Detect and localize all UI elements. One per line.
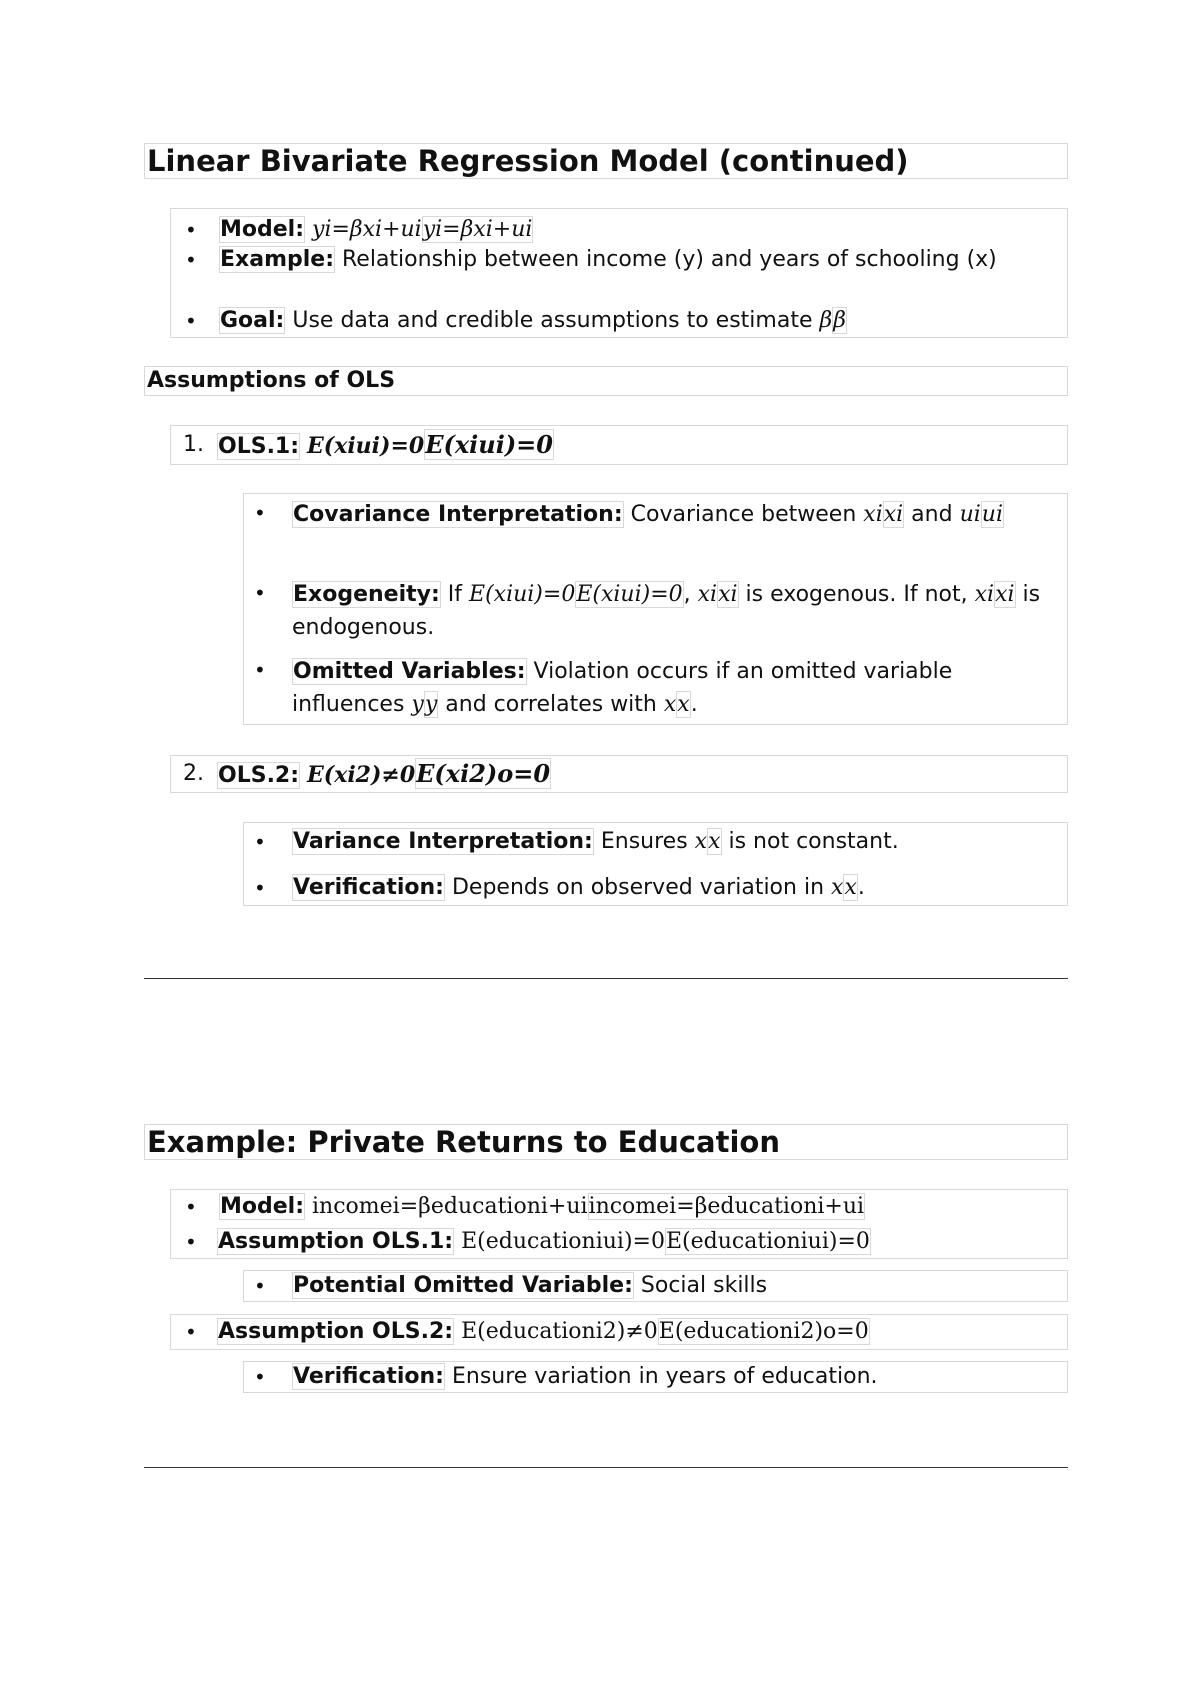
ols2-education-item: [170, 1314, 1068, 1350]
exogeneity-text-3: is endogenous.: [292, 582, 1041, 640]
assumption-ols1-formula-render: E(educationiui)=0: [665, 1229, 870, 1254]
assumption-ols2-label: Assumption OLS.2:: [218, 1319, 454, 1344]
ui-symbol-render: ui: [981, 502, 1004, 527]
list-number: 2.: [183, 761, 204, 786]
education-verification-label: Verification:: [293, 1364, 444, 1389]
bullet-icon: •: [254, 876, 266, 900]
bullet-icon: •: [254, 501, 266, 525]
y-symbol-render: y: [424, 692, 438, 717]
assumption-ols1-label: Assumption OLS.1:: [218, 1229, 454, 1254]
bullet-icon: •: [254, 581, 266, 605]
model-label: Model:: [220, 1194, 305, 1219]
assumptions-heading: [144, 366, 1068, 396]
xi-symbol-render: xi: [995, 582, 1015, 607]
x-symbol: x: [694, 829, 708, 854]
y-symbol: y: [411, 692, 424, 717]
education-bullet-list: [170, 1189, 1068, 1259]
exogeneity-comma: ,: [683, 582, 698, 607]
ols2-item: [170, 755, 1068, 793]
beta-symbol-render: β: [833, 308, 846, 333]
ols2-formula: E(xi2)≠0: [307, 762, 416, 788]
omitted-variable-list: [243, 1270, 1068, 1302]
xi-symbol-render: xi: [883, 502, 904, 527]
bullet-icon: •: [185, 1230, 197, 1254]
covariance-text: Covariance between: [630, 502, 864, 527]
x-symbol: x: [663, 692, 677, 717]
bullet-icon: •: [185, 248, 197, 272]
ui-symbol: ui: [959, 502, 981, 527]
ols1-label: OLS.1:: [218, 434, 300, 459]
exogeneity-text: If: [447, 582, 470, 607]
xi-symbol: xi: [863, 502, 883, 527]
assumptions-heading-text: Assumptions of OLS: [147, 368, 396, 393]
exogeneity-label: Exogeneity:: [293, 582, 440, 607]
ols2-label: OLS.2:: [218, 763, 300, 788]
bullet-icon: •: [185, 1195, 197, 1219]
example-label: Example:: [220, 247, 334, 272]
list-number: 1.: [183, 432, 204, 457]
x-symbol-render: x: [708, 829, 721, 854]
education-model-formula-render: incomei=βeducationi+ui: [588, 1194, 865, 1219]
section-title-text: Linear Bivariate Regression Model (continued): [147, 144, 909, 178]
bullet-icon: •: [254, 830, 266, 854]
section-title-text: Example: Private Returns to Education: [147, 1125, 781, 1159]
ols1-formula-render: E(xiui)=0: [425, 430, 553, 459]
section-title: [144, 143, 1068, 179]
bullet-icon: •: [254, 1274, 266, 1298]
ols1-subitems: [243, 493, 1068, 725]
xi-symbol: xi: [974, 582, 995, 607]
covariance-and: and: [904, 502, 960, 527]
model-bullet-list: [170, 208, 1068, 338]
exogeneity-text-2: is exogenous. If not,: [738, 582, 975, 607]
education-verification-text: Ensure variation in years of education.: [451, 1364, 878, 1389]
model-formula-render: yi=βxi+ui: [422, 217, 533, 242]
assumption-ols2-formula-render: E(educationi2)o=0: [658, 1319, 869, 1344]
section-title: [144, 1124, 1068, 1160]
bullet-icon: •: [185, 218, 197, 242]
verification-text: Depends on observed variation in: [451, 875, 832, 900]
bullet-icon: •: [254, 1365, 266, 1389]
exogeneity-formula: E(xiui)=0: [469, 582, 576, 607]
example-text: Relationship between income (y) and years of schooling (x): [342, 247, 997, 272]
omitted-variable-text: Social skills: [640, 1273, 768, 1298]
xi-symbol-render: xi: [718, 582, 738, 607]
exogeneity-formula-render: E(xiui)=0: [576, 582, 683, 607]
variance-label: Variance Interpretation:: [293, 829, 593, 854]
bullet-icon: •: [185, 1320, 197, 1344]
xi-symbol: xi: [697, 582, 718, 607]
horizontal-rule: [144, 978, 1068, 979]
omitted-variable-label: Potential Omitted Variable:: [293, 1273, 633, 1298]
variance-text: Ensures: [600, 829, 695, 854]
ols1-item: [170, 425, 1068, 465]
omitted-label: Omitted Variables:: [293, 659, 526, 684]
beta-symbol: β: [819, 308, 833, 333]
bullet-icon: •: [254, 658, 266, 682]
goal-text: Use data and credible assumptions to estimate: [292, 308, 820, 333]
ols2-formula-render: E(xi2)o=0: [416, 759, 551, 788]
assumption-ols2-formula: E(educationi2)≠0: [461, 1319, 658, 1344]
education-model-formula: incomei=βeducationi+ui: [312, 1194, 588, 1219]
x-symbol-render: x: [677, 692, 690, 717]
variance-text-2: is not constant.: [721, 829, 899, 854]
horizontal-rule: [144, 1467, 1068, 1468]
assumption-ols1-formula: E(educationiui)=0: [461, 1229, 665, 1254]
verification-label: Verification:: [293, 875, 444, 900]
ols1-formula: E(xiui)=0: [307, 433, 425, 459]
x-symbol-render: x: [844, 875, 857, 900]
bullet-icon: •: [185, 309, 197, 333]
ols2-subitems: [243, 822, 1068, 906]
model-formula: yi=βxi+ui: [312, 217, 422, 242]
verification-period: .: [857, 875, 865, 900]
education-verification-list: [243, 1361, 1068, 1393]
omitted-text-2: and correlates with: [438, 692, 664, 717]
model-label: Model:: [220, 217, 305, 242]
covariance-label: Covariance Interpretation:: [293, 502, 623, 527]
goal-label: Goal:: [220, 308, 285, 333]
omitted-period: .: [690, 692, 698, 717]
omitted-text: Violation occurs if an omitted variable influences: [292, 659, 953, 717]
x-symbol: x: [831, 875, 844, 900]
